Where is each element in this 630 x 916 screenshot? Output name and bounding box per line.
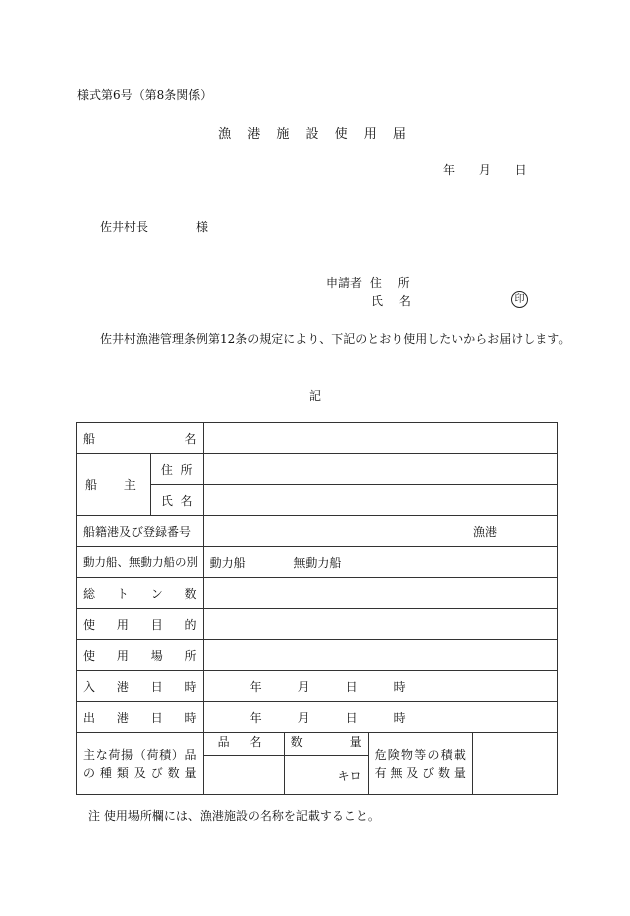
cargo-label-1: 主な荷揚（荷積）品 <box>83 747 197 762</box>
exit-hour: 時 <box>393 710 406 725</box>
address-label: 住 所 <box>369 276 416 290</box>
row-cargo-head <box>77 733 558 756</box>
exit-label: 出港日時 <box>77 702 204 733</box>
body-text: 佐井村漁港管理条例第12条の規定により、下記のとおり使用したいからお届けします。 <box>100 332 571 346</box>
danger-label-2: 有無及び数量 <box>374 765 466 780</box>
registry-label: 船籍港及び登録番号 <box>77 516 204 547</box>
purpose-field[interactable] <box>203 609 557 640</box>
row-tonnage <box>77 578 558 609</box>
entry-datetime-field[interactable] <box>203 671 557 702</box>
cargo-label-cell <box>77 733 204 795</box>
danger-label-1: 危険物等の積載 <box>374 747 466 762</box>
entry-month: 月 <box>297 679 310 694</box>
registry-suffix: 漁港 <box>472 524 497 539</box>
row-purpose <box>77 609 558 640</box>
exit-day: 日 <box>345 710 358 725</box>
entry-year: 年 <box>249 679 262 694</box>
owner-label-cell <box>77 454 151 516</box>
addressee <box>100 218 208 235</box>
ki-heading: 記 <box>308 389 321 403</box>
place-label: 使用場所 <box>77 640 204 671</box>
entry-hour: 時 <box>393 679 406 694</box>
kilo-unit: キロ <box>337 768 362 783</box>
place-field[interactable] <box>203 640 557 671</box>
addressee-suffix: 様 <box>196 220 209 234</box>
row-exit <box>77 702 558 733</box>
applicant-label: 申請者 <box>326 276 363 290</box>
facility-use-table <box>76 422 558 795</box>
applicant-address-line <box>326 274 416 291</box>
row-power-type <box>77 547 558 578</box>
tonnage-field[interactable] <box>203 578 557 609</box>
seal-mark: 印 <box>511 291 528 308</box>
powered-option[interactable]: 動力船 <box>209 555 246 570</box>
tonnage-label: 総トン数 <box>77 578 204 609</box>
date-line: 年 月 日 <box>443 163 527 177</box>
quantity-field[interactable] <box>284 756 368 795</box>
owner-address-field[interactable] <box>203 454 557 485</box>
addressee-name: 佐井村長 <box>100 220 149 234</box>
row-registry <box>77 516 558 547</box>
ship-name-field[interactable] <box>203 423 557 454</box>
exit-month: 月 <box>297 710 310 725</box>
power-type-label: 動力船、無動力船の別 <box>77 547 204 578</box>
form-number: 様式第6号（第8条関係） <box>77 88 213 102</box>
item-name-field[interactable] <box>203 756 284 795</box>
exit-datetime-field[interactable] <box>203 702 557 733</box>
footnote: 注 使用場所欄には、漁港施設の名称を記載すること。 <box>88 809 380 823</box>
row-place <box>77 640 558 671</box>
power-type-field[interactable] <box>203 547 557 578</box>
row-entry <box>77 671 558 702</box>
cargo-label-2: の種類及び数量 <box>83 765 197 780</box>
item-name-header: 品 名 <box>203 733 284 756</box>
owner-address-label: 住所 <box>150 454 203 485</box>
name-label: 氏 名 <box>371 294 417 308</box>
registry-field[interactable] <box>203 516 557 547</box>
entry-label: 入港日時 <box>77 671 204 702</box>
row-owner-address <box>77 454 558 485</box>
owner-name-field[interactable] <box>203 485 557 516</box>
entry-day: 日 <box>345 679 358 694</box>
unpowered-option[interactable]: 無動力船 <box>293 555 342 570</box>
owner-label: 船主 <box>85 478 136 492</box>
ship-name-label: 船名 <box>77 423 204 454</box>
quantity-header: 数 量 <box>284 733 368 756</box>
purpose-label: 使用目的 <box>77 609 204 640</box>
exit-year: 年 <box>249 710 262 725</box>
danger-field[interactable] <box>472 733 557 795</box>
document-title: 漁 港 施 設 使 用 届 <box>218 127 412 142</box>
row-ship-name <box>77 423 558 454</box>
owner-name-label: 氏名 <box>150 485 203 516</box>
danger-label-cell <box>368 733 472 795</box>
